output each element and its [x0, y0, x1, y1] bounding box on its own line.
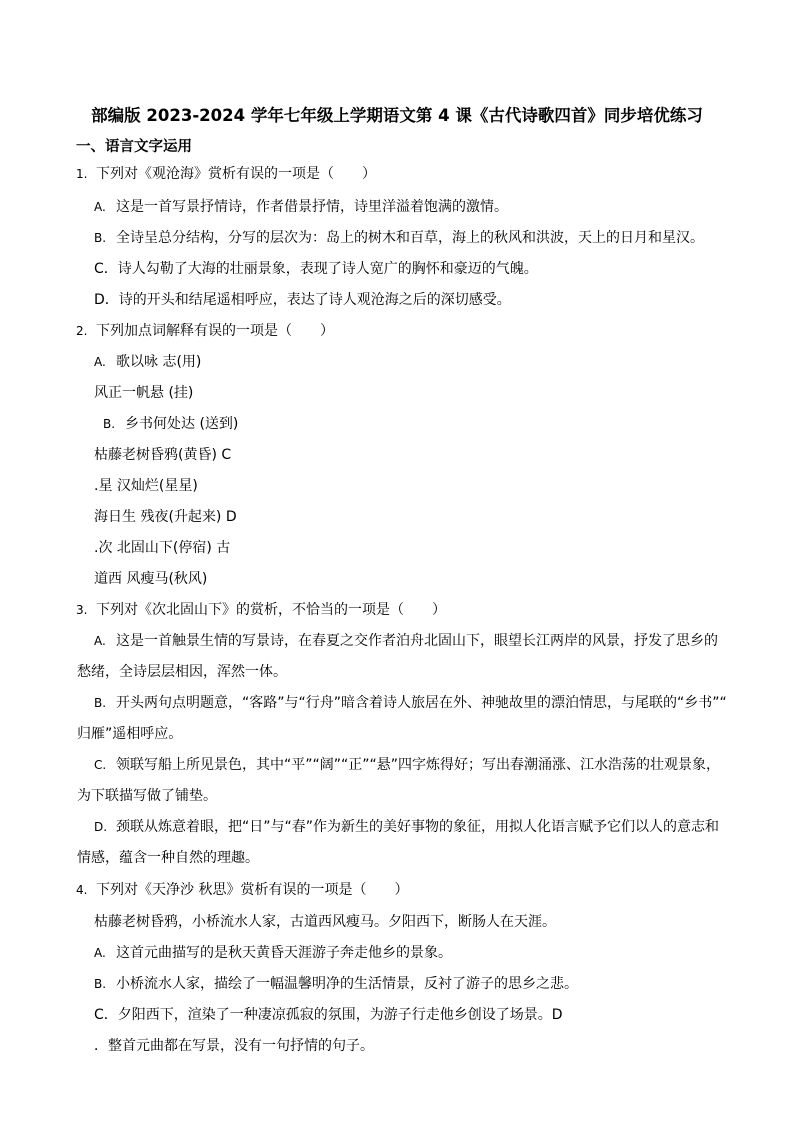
question-2-line-1: A. 歌以咏 志(用)	[94, 354, 202, 370]
question-number: 2.	[76, 324, 88, 338]
question-1-stem: 1. 下列对《观沧海》赏析有误的一项是（ ）	[76, 163, 376, 185]
question-1-option-c: C．诗人勾勒了大海的壮丽景象，表现了诗人宽广的胸怀和豪迈的气魄。	[94, 261, 538, 277]
question-2-stem: 2. 下列加点词解释有误的一项是（ ）	[76, 320, 334, 342]
question-2-line-6: 海日生 残夜(升起来) D	[94, 509, 237, 525]
question-3-option-a-line-1: A. 这是一首触景生情的写景诗，在春夏之交作者泊舟北固山下，眼望长江两岸的风景，抒发了思乡的	[94, 633, 718, 649]
question-2-line-5: .星 汉灿烂(星星)	[94, 478, 198, 494]
question-3-option-b-line-1: B. 开头两句点明题意，“客路”与“行舟”暗含着诗人旅居在外、神驰故里的漂泊情思，与尾联的“乡书”“	[94, 695, 727, 711]
question-2-line-4: 枯藤老树昏鸦(黄昏) C	[94, 447, 232, 463]
question-number: 4.	[76, 883, 88, 897]
question-4-stem: 4. 下列对《天净沙 秋思》赏析有误的一项是（ ）	[76, 879, 408, 901]
question-number: 3.	[76, 603, 88, 617]
section-heading: 一、语言文字运用	[76, 139, 192, 155]
question-3-option-a-line-2: 愁绪，全诗层层相因，浑然一体。	[77, 664, 287, 680]
question-3-option-d-line-1: D. 颈联从炼意着眼，把“日”与“春”作为新生的美好事物的象征，用拟人化语言赋予它们以人的意志和	[94, 819, 720, 835]
question-1-option-b: B. 全诗呈总分结构，分写的层次为：岛上的树木和百草，海上的秋风和洪波，天上的日月和星汉。	[94, 230, 704, 246]
question-3-option-d-line-2: 情感，蕴含一种自然的理趣。	[77, 850, 259, 866]
question-3-option-c-line-2: 为下联描写做了铺垫。	[77, 788, 217, 804]
question-3-option-c-line-1: C. 领联写船上所见景色，其中“平”“阔”“正”“悬”四字炼得好；写出春潮涌涨、江水浩荡的壮观景象，	[94, 757, 721, 773]
question-number: 1.	[76, 167, 88, 181]
question-1-option-a: A. 这是一首写景抒情诗，作者借景抒情，诗里洋溢着饱满的激情。	[94, 199, 508, 215]
question-3-option-b-line-2: 归雁”遥相呼应。	[77, 726, 183, 742]
question-4-option-b: B. 小桥流水人家，描绘了一幅温馨明净的生活情景，反衬了游子的思乡之悲。	[94, 976, 578, 992]
question-2-line-8: 道西 风瘦马(秋风)	[94, 571, 208, 587]
question-2-line-3: B. 乡书何处达 (送到)	[103, 416, 239, 432]
question-4-option-c: C．夕阳西下，渲染了一种凄凉孤寂的氛围，为游子行走他乡创设了场景。D	[94, 1007, 563, 1023]
question-4-poem: 枯藤老树昏鸦，小桥流水人家，古道西风瘦马。夕阳西下，断肠人在天涯。	[94, 914, 556, 930]
question-3-stem: 3. 下列对《次北固山下》的赏析，不恰当的一项是（ ）	[76, 599, 446, 621]
question-2-line-2: 风正一帆悬 (挂)	[94, 385, 194, 401]
question-1-option-d: D．诗的开头和结尾遥相呼应，表达了诗人观沧海之后的深切感受。	[94, 292, 511, 308]
question-4-option-a: A. 这首元曲描写的是秋天黄昏天涯游子奔走他乡的景象。	[94, 945, 452, 961]
question-4-option-d: ．整首元曲都在写景，没有一句抒情的句子。	[94, 1038, 374, 1054]
question-2-line-7: .次 北固山下(停宿) 古	[94, 540, 231, 556]
page-title: 部编版 2023-2024 学年七年级上学期语文第 4 课《古代诗歌四首》同步培优练习	[91, 106, 703, 125]
